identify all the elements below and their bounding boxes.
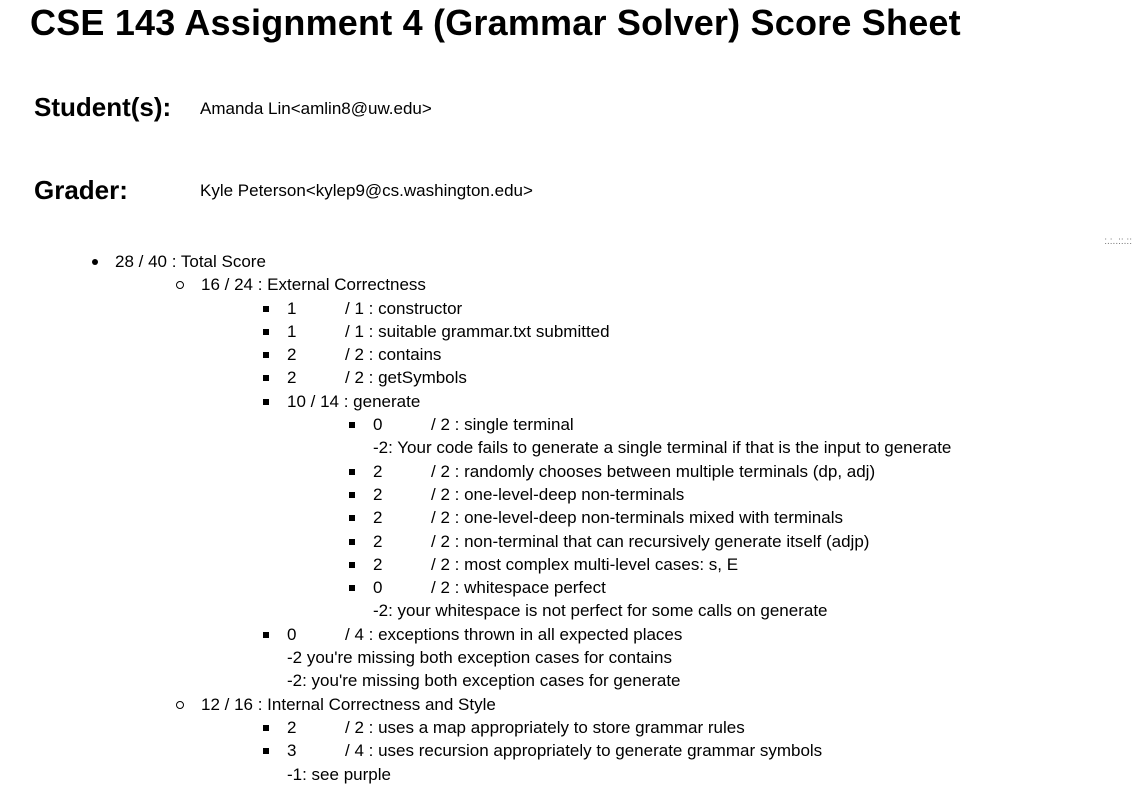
item-max: 2 [440, 531, 450, 551]
score-item [0, 576, 1135, 599]
item-score: 0 [287, 624, 297, 644]
score-item [0, 530, 1135, 553]
item-label: randomly chooses between multiple terminals (dp, adj) [464, 461, 876, 481]
item-max: 2 [440, 508, 450, 528]
item-score: 2 [373, 484, 383, 504]
item-score: 28 / 40 [115, 252, 167, 271]
item-max-and-label: / 4 : uses recursion appropriately to generate grammar symbols [345, 741, 823, 761]
item-score: 16 / 24 [201, 275, 253, 295]
deduction-note [0, 599, 1135, 622]
square-bullet-icon [263, 748, 269, 754]
score-item: 10 / 14 : generate [0, 390, 1135, 413]
score-item: 16 / 24 : External Correctness [0, 273, 1135, 296]
item-max: 2 [354, 345, 364, 365]
item-label: non-terminal that can recursively generate itself (adjp) [464, 531, 870, 551]
score-item [0, 366, 1135, 389]
square-bullet-icon [349, 562, 355, 568]
square-bullet-icon [349, 492, 355, 498]
item-max-and-label: / 2 : one-level-deep non-terminals [431, 484, 685, 504]
item-score: 2 [287, 345, 297, 365]
item-score: 2 [287, 717, 297, 737]
item-max-and-label: / 2 : non-terminal that can recursively generate itself (adjp) [431, 531, 870, 551]
deduction-note [0, 436, 1135, 459]
grader-value: Kyle Peterson<kylep9@cs.washington.edu> [200, 181, 533, 200]
score-item [0, 623, 1135, 646]
item-max-and-label: / 2 : single terminal [431, 415, 574, 435]
disc-bullet-icon [92, 259, 98, 265]
student-value: Amanda Lin<amlin8@uw.edu> [200, 99, 432, 118]
score-item [0, 460, 1135, 483]
square-bullet-icon [263, 329, 269, 335]
circle-bullet-icon [176, 281, 184, 289]
item-label: suitable grammar.txt submitted [378, 321, 610, 341]
square-bullet-icon [263, 352, 269, 358]
score-item [0, 413, 1135, 436]
item-label: Internal Correctness and Style [267, 694, 496, 714]
deduction-note [0, 763, 1135, 786]
item-label: one-level-deep non-terminals [464, 484, 685, 504]
square-bullet-icon [349, 515, 355, 521]
score-breakdown-list [0, 250, 1135, 786]
item-score: 2 [373, 508, 383, 528]
deduction-text: -2 you're missing both exception cases for contains [287, 648, 672, 668]
deduction-text: -2: Your code fails to generate a single terminal if that is the input to generate [373, 438, 952, 458]
student-label: Student(s): [34, 92, 172, 122]
item-score: 2 [287, 368, 297, 388]
deduction-text: -2: you're missing both exception cases for generate [287, 671, 681, 691]
square-bullet-icon [349, 585, 355, 591]
item-label: External Correctness [267, 275, 426, 295]
item-label: single terminal [464, 415, 574, 435]
item-max-and-label: / 2 : one-level-deep non-terminals mixed with terminals [431, 508, 843, 528]
item-score: 0 [373, 578, 383, 598]
item-max-and-label: / 4 : exceptions thrown in all expected places [345, 624, 683, 644]
deduction-text: -1: see purple [287, 764, 391, 784]
item-label: one-level-deep non-terminals mixed with terminals [464, 508, 843, 528]
score-item: 12 / 16 : Internal Correctness and Style [0, 693, 1135, 716]
circle-bullet-icon [176, 701, 184, 709]
item-score: 1 [287, 321, 297, 341]
square-bullet-icon [263, 632, 269, 638]
item-max-and-label: / 2 : most complex multi-level cases: s, E [431, 554, 739, 574]
square-bullet-icon [263, 375, 269, 381]
item-max-and-label: / 2 : uses a map appropriately to store grammar rules [345, 717, 745, 737]
item-max: 2 [354, 368, 364, 388]
square-bullet-icon [349, 539, 355, 545]
item-score: 0 [373, 415, 383, 435]
item-score: 2 [373, 554, 383, 574]
item-score: 3 [287, 741, 297, 761]
score-item [0, 483, 1135, 506]
item-max: 2 [440, 578, 450, 598]
item-max-and-label: / 2 : randomly chooses between multiple terminals (dp, adj) [431, 461, 876, 481]
item-max: 4 [354, 741, 364, 761]
grader-label: Grader: [34, 175, 128, 205]
score-item [0, 297, 1135, 320]
item-label: exceptions thrown in all expected places [378, 624, 683, 644]
score-item [0, 320, 1135, 343]
item-max: 2 [440, 554, 450, 574]
square-bullet-icon [263, 725, 269, 731]
item-score: 12 / 16 [201, 694, 253, 714]
item-score: 2 [373, 461, 383, 481]
item-max-and-label: / 1 : suitable grammar.txt submitted [345, 321, 610, 341]
item-max: 1 [354, 321, 364, 341]
item-max-and-label: / 2 : whitespace perfect [431, 578, 606, 598]
item-score: 2 [373, 531, 383, 551]
item-max: 4 [354, 624, 364, 644]
item-max: 2 [354, 717, 364, 737]
score-item [0, 739, 1135, 762]
item-label: contains [378, 345, 442, 365]
deduction-text: -2: your whitespace is not perfect for some calls on generate [373, 601, 828, 621]
item-max: 2 [440, 484, 450, 504]
item-max-and-label: / 1 : constructor [345, 298, 463, 318]
item-label: most complex multi-level cases: s, E [464, 554, 739, 574]
item-label: Total Score [180, 252, 266, 271]
score-item [0, 553, 1135, 576]
square-bullet-icon [349, 422, 355, 428]
square-bullet-icon [263, 306, 269, 312]
item-max: 2 [440, 415, 450, 435]
score-item [0, 506, 1135, 529]
decorative-dots: :.:..::.:: [1104, 236, 1132, 247]
square-bullet-icon [349, 469, 355, 475]
item-max-and-label: / 2 : contains [345, 345, 442, 365]
item-label: constructor [378, 298, 463, 318]
deduction-note [0, 669, 1135, 692]
item-label: getSymbols [378, 368, 467, 388]
score-item: 28 / 40 : Total Score [0, 250, 1135, 273]
item-label: uses a map appropriately to store grammar rules [378, 717, 745, 737]
score-item [0, 716, 1135, 739]
item-max: 2 [440, 461, 450, 481]
deduction-note [0, 646, 1135, 669]
item-max: 1 [354, 298, 364, 318]
square-bullet-icon [263, 399, 269, 405]
item-label: generate [353, 391, 421, 411]
score-item [0, 343, 1135, 366]
item-label: whitespace perfect [464, 578, 606, 598]
page-title: CSE 143 Assignment 4 (Grammar Solver) Score Sheet [30, 2, 961, 43]
item-score: 10 / 14 [287, 391, 339, 411]
item-max-and-label: / 2 : getSymbols [345, 368, 467, 388]
item-label: uses recursion appropriately to generate grammar symbols [378, 741, 823, 761]
item-score: 1 [287, 298, 297, 318]
